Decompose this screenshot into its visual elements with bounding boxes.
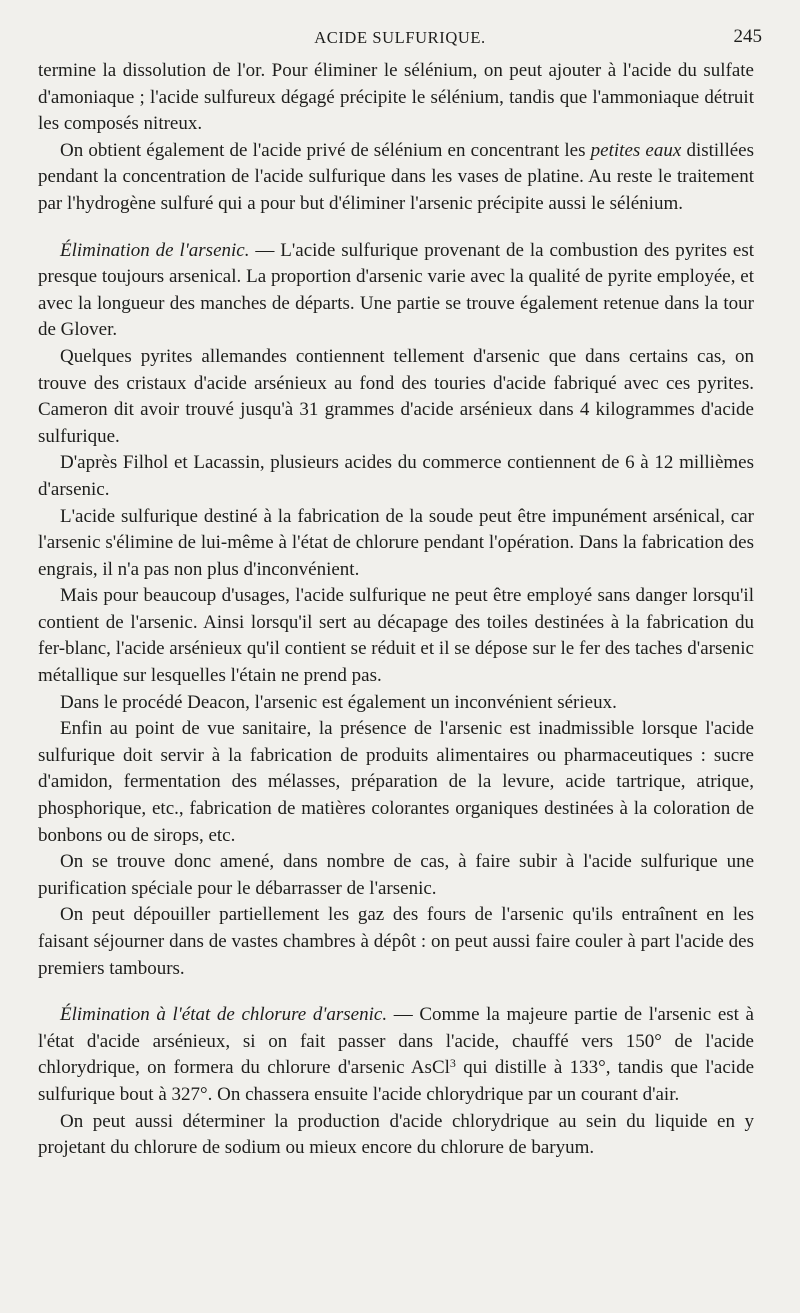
italic-term: petites eaux xyxy=(590,139,682,161)
paragraph-usages: Mais pour beaucoup d'usages, l'acide sulfurique ne peut être employé sans danger lorsqu'il contient de l'arsenic. Ainsi lorsqu'il sert au décapage des toiles destinées à la fabrication du fer-blanc, l'acide arsénieux qu'il contient se réduit et il se dépose sur le fer des taches d'arsenic métallique sur lesquelles l'étain ne prend pas. xyxy=(38,585,754,687)
paragraph-fabrication-soude: L'acide sulfurique destiné à la fabrication de la soude peut être impunément arsénical, car l'arsenic s'élimine de lui-même à l'état de chlorure pendant l'opération. Dans la fabrication des engrais, il n'a pas non plus d'inconvénient. xyxy=(38,505,754,580)
paragraph-petites-eaux xyxy=(38,138,754,218)
paragraph-continuation: termine la dissolution de l'or. Pour éliminer le sélénium, on peut ajouter à l'acide du sulfate d'amoniaque ; l'acide sulfureux dégagé précipite le sélénium, tandis que l'ammoniaque détruit les composés nitreux. xyxy=(38,60,754,135)
paragraph-chlorure-sodium: On peut aussi déterminer la production d'acide chlorydrique au sein du liquide en y projetant du chlorure de sodium ou mieux encore du chlorure de baryum. xyxy=(38,1110,754,1159)
page-header xyxy=(38,22,762,52)
paragraph-pyrites-allemandes: Quelques pyrites allemandes contiennent tellement d'arsenic que dans certains cas, on trouve des cristaux d'acide arsénieux au fond des touries d'acide fabriqué avec ces pyrites. Cameron dit avoir trouvé jusqu'à 31 grammes d'acide arsénieux dans 4 kilogrammes d'acide sulfurique. xyxy=(38,345,754,447)
paragraph-purification: On se trouve donc amené, dans nombre de cas, à faire subir à l'acide sulfurique une purification spéciale pour le débarrasser de l'arsenic. xyxy=(38,851,754,899)
paragraph-deacon: Dans le procédé Deacon, l'arsenic est également un inconvénient sérieux. xyxy=(60,691,617,713)
section-heading: Élimination de l'arsenic. xyxy=(60,239,250,261)
section-elimination-arsenic xyxy=(38,238,754,344)
page-number: 245 xyxy=(733,26,762,47)
section-chlorure-arsenic xyxy=(38,1002,754,1108)
paragraph-filhol-lacassin: D'après Filhol et Lacassin, plusieurs acides du commerce contiennent de 6 à 12 millièmes d'arsenic. xyxy=(38,452,754,500)
paragraph-text: — Comme la majeure partie de l'arsenic est à l'état d'acide arsénieux, si on fait passer dans l'acide, chauffé vers 150° de l'acide chlorydrique, on formera du chlorure d'arsenic AsCl xyxy=(38,1004,754,1079)
body-text xyxy=(38,58,754,1162)
superscript: 3 xyxy=(449,1056,456,1071)
paragraph-text: — L'acide sulfurique provenant de la combustion des pyrites est presque toujours arsenical. La proportion d'arsenic varie avec la qualité de pyrite employée, et avec la longueur des manches de départs. Une partie se trouve également retenue dans la tour de Glover. xyxy=(38,239,754,341)
paragraph-sanitaire: Enfin au point de vue sanitaire, la présence de l'arsenic est inadmissible lorsque l'acide sulfurique doit servir à la fabrication de produits alimentaires ou pharmaceutiques : sucre d'amidon, fermentation des mélasses, préparation de la levure, acide tartrique, atrique, phosphorique, etc., fabrication de matières colorantes organiques destinées à la coloration de bonbons ou de sirops, etc. xyxy=(38,718,754,846)
section-heading: Élimination à l'état de chlorure d'arsenic. xyxy=(60,1004,388,1026)
paragraph-text: qui distille à 133°, tandis que l'acide sulfurique bout à 327°. On chassera ensuite l'acide chlorydrique par un courant d'air. xyxy=(38,1057,754,1105)
running-title: ACIDE SULFURIQUE. xyxy=(314,28,486,47)
paragraph-chambres-depot: On peut dépouiller partiellement les gaz des fours de l'arsenic qu'ils entraînent en les faisant séjourner dans de vastes chambres à dépôt : on peut aussi faire couler à part l'acide des premiers tambours. xyxy=(38,904,754,979)
paragraph-text: distillées pendant la concentration de l'acide sulfurique dans les vases de platine. Au reste le traitement par l'hydrogène sulfuré qui a pour but d'éliminer l'arsenic précipite aussi le sélénium. xyxy=(38,139,754,214)
paragraph-text: On obtient également de l'acide privé de sélénium en concentrant les xyxy=(60,139,591,161)
